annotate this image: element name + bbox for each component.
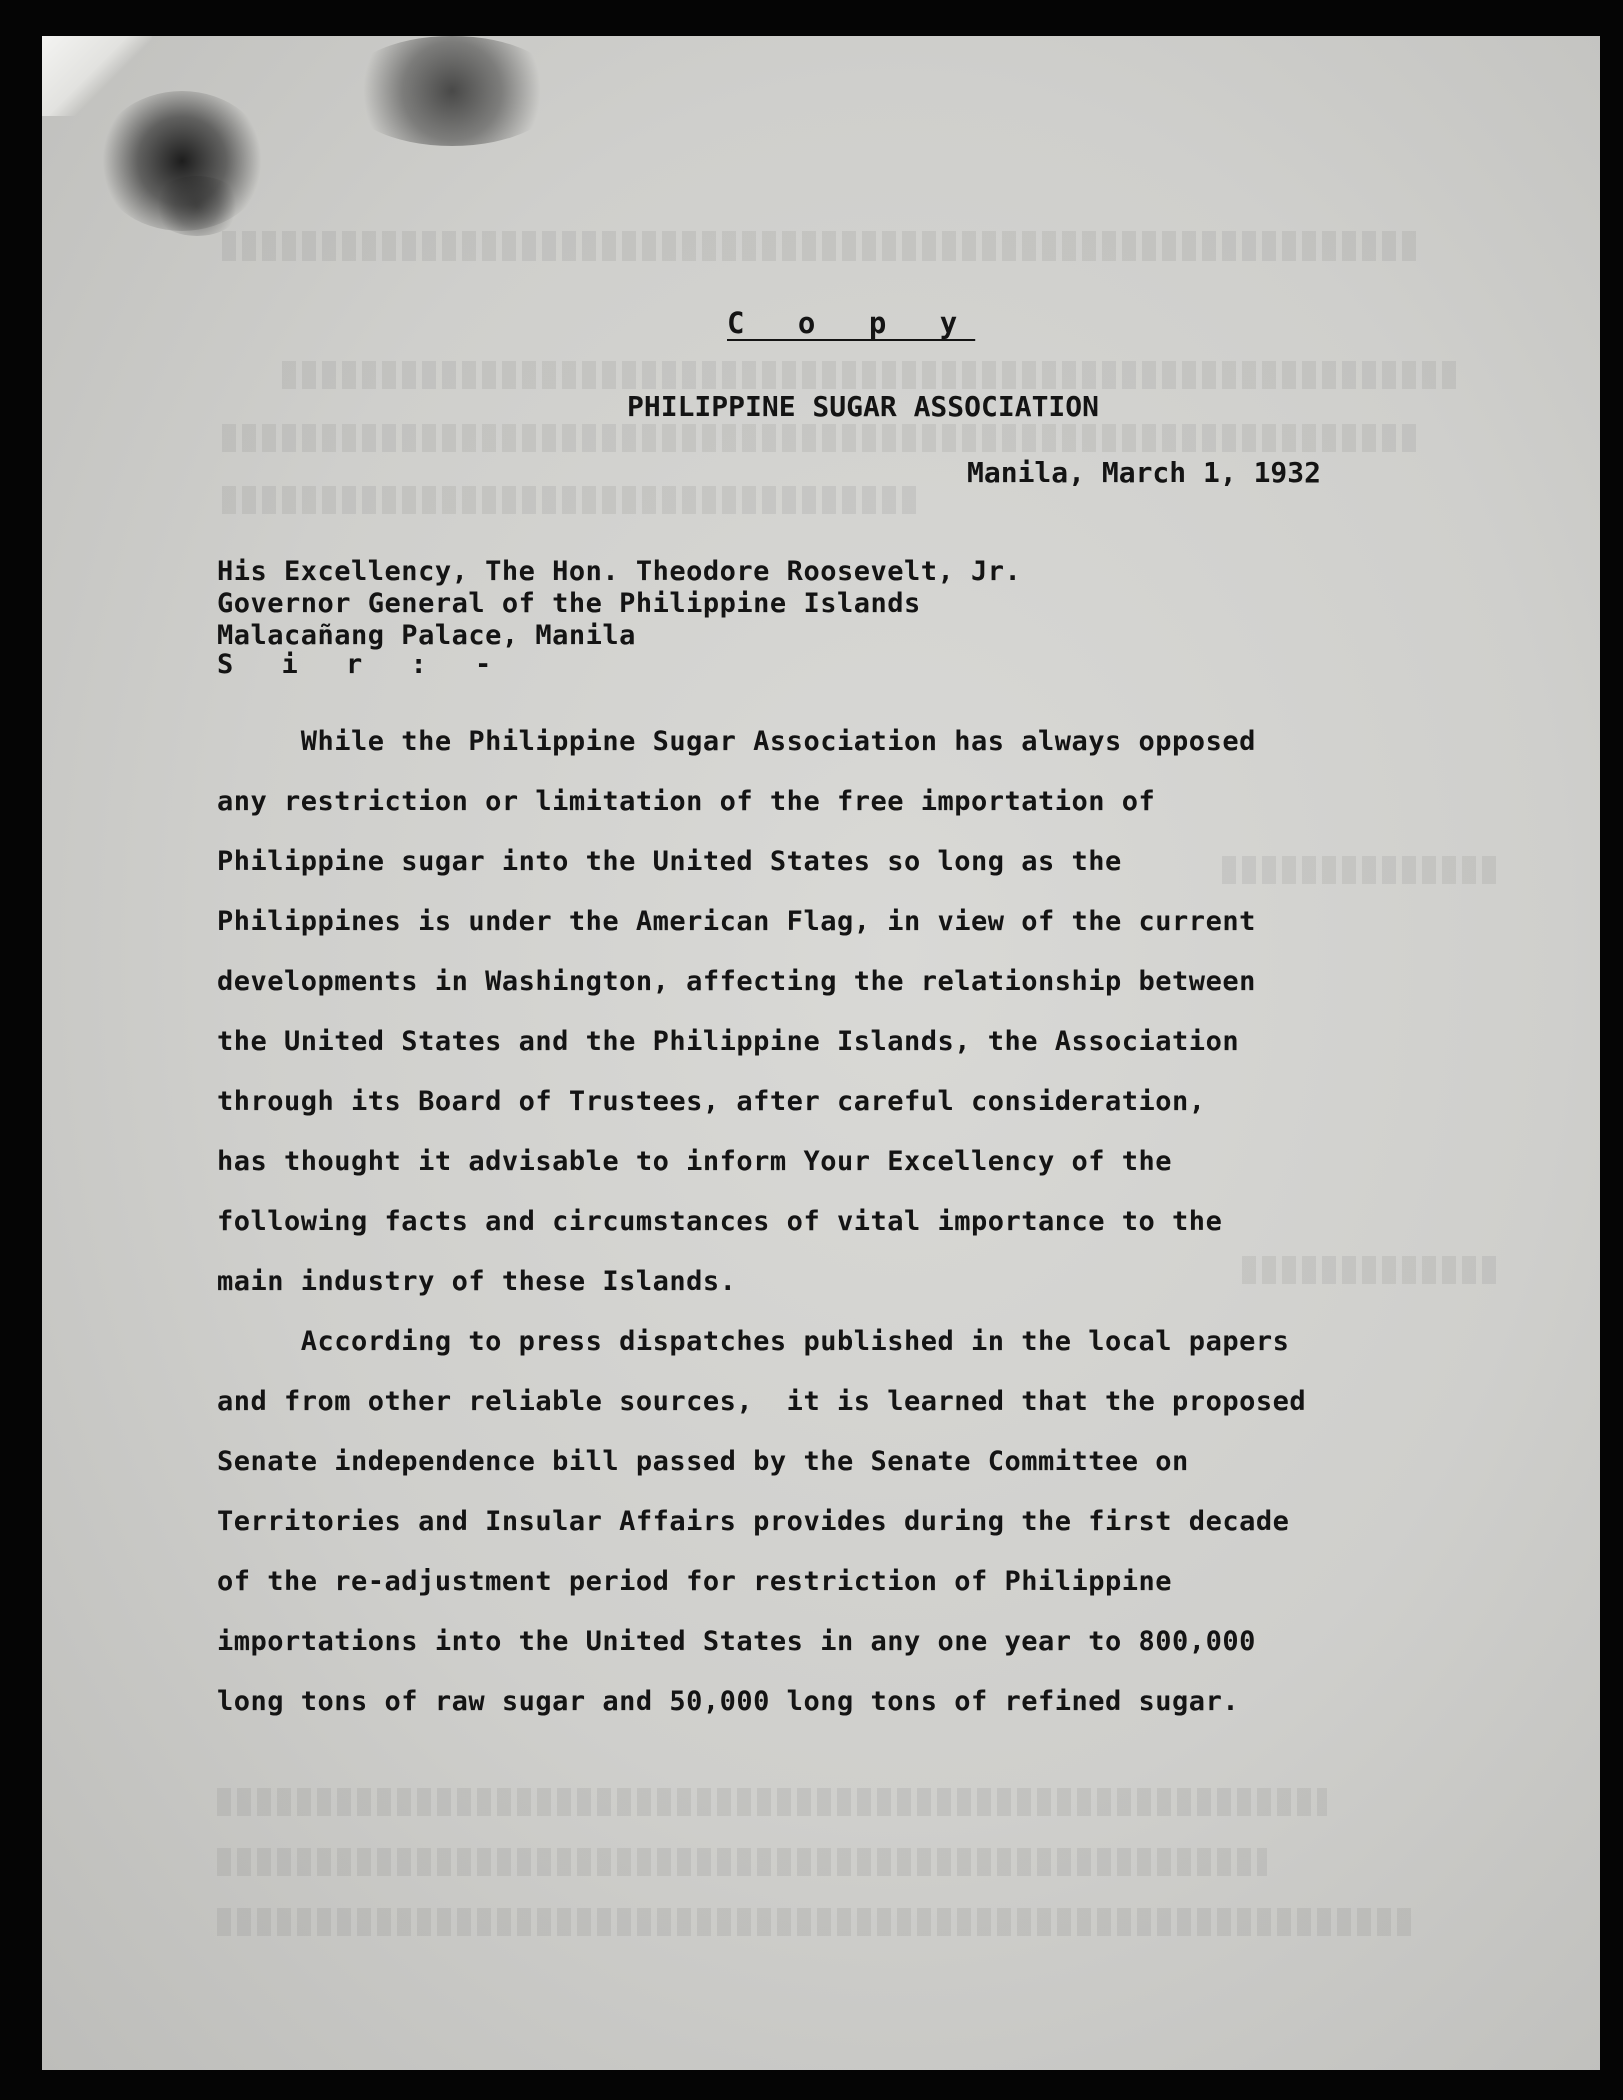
paragraph-line: Territories and Insular Affairs provides during the first decade [217, 1506, 1290, 1537]
paragraph-line: any restriction or limitation of the free importation of [217, 786, 1156, 817]
address-line: Governor General of the Philippine Islands [217, 588, 921, 619]
paragraph-line: the United States and the Philippine Islands, the Association [217, 1026, 1240, 1057]
paragraph-line: According to press dispatches published in the local papers [217, 1326, 1290, 1357]
paragraph-line: Philippine sugar into the United States so long as the [217, 846, 1122, 877]
address-line: Malacañang Palace, Manila [217, 620, 636, 651]
paragraph-line: of the re-adjustment period for restriction of Philippine [217, 1566, 1173, 1597]
paragraph-line: Philippines is under the American Flag, in view of the current [217, 906, 1256, 937]
paragraph-line: and from other reliable sources, it is learned that the proposed [217, 1386, 1307, 1417]
paragraph-line: While the Philippine Sugar Association has always opposed [217, 726, 1256, 757]
place-date: Manila, March 1, 1932 [967, 456, 1322, 489]
paragraph-line: following facts and circumstances of vital importance to the [217, 1206, 1223, 1237]
copy-heading: C o p y [727, 306, 976, 340]
paragraph-line: has thought it advisable to inform Your Excellency of the [217, 1146, 1173, 1177]
salutation: S i r : - [217, 649, 508, 680]
paragraph-line: developments in Washington, affecting the relationship between [217, 966, 1256, 997]
paragraph-line: Senate independence bill passed by the Senate Committee on [217, 1446, 1189, 1477]
document-page [42, 36, 1600, 2070]
letter-body [42, 36, 1600, 2070]
paragraph-line: importations into the United States in any one year to 800,000 [217, 1626, 1256, 1657]
paragraph-line: through its Board of Trustees, after careful consideration, [217, 1086, 1206, 1117]
address-line: His Excellency, The Hon. Theodore Roosevelt, Jr. [217, 556, 1022, 587]
paragraph-line: main industry of these Islands. [217, 1266, 737, 1297]
organization-heading: PHILIPPINE SUGAR ASSOCIATION [627, 390, 1100, 423]
paragraph-line: long tons of raw sugar and 50,000 long tons of refined sugar. [217, 1686, 1240, 1717]
